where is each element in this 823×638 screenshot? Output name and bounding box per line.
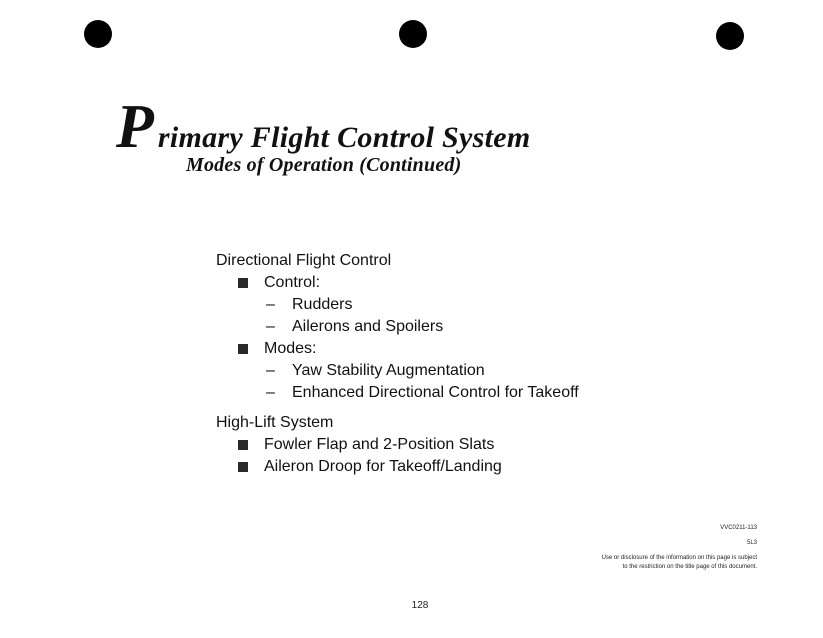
list-item [216, 338, 579, 360]
list-item [216, 382, 579, 404]
slide-subtitle: Modes of Operation (Continued) [186, 154, 462, 176]
dash-bullet-icon: – [266, 362, 275, 379]
section-heading-high-lift: High-Lift System [216, 414, 334, 431]
modes-label: Modes: [264, 340, 317, 357]
list-item [216, 434, 579, 456]
list-item-text: Yaw Stability Augmentation [292, 362, 485, 379]
square-bullet-icon [238, 344, 248, 354]
list-item-text: Ailerons and Spoilers [292, 318, 444, 335]
dash-bullet-icon: – [266, 318, 275, 335]
dash-bullet-icon: – [266, 384, 275, 401]
dash-bullet-icon: – [266, 296, 275, 313]
slide-title [116, 93, 531, 161]
list-item-text: Fowler Flap and 2-Position Slats [264, 436, 495, 453]
binder-hole-center [399, 20, 427, 48]
disclosure-line-2: to the restriction on the title page of this document. [622, 564, 757, 570]
title-text: rimary Flight Control System [157, 121, 531, 154]
square-bullet-icon [238, 462, 248, 472]
list-item [216, 272, 579, 294]
disclosure-line-1: Use or disclosure of the information on this page is subject [601, 555, 757, 561]
control-label: Control: [264, 274, 321, 291]
document-id: VVC0211-113 [720, 525, 757, 531]
list-item [216, 360, 579, 382]
list-item [216, 456, 579, 478]
list-item-text: Enhanced Directional Control for Takeoff [292, 384, 579, 401]
footer-note [602, 524, 757, 572]
binder-hole-right [716, 22, 744, 50]
bullet-outline [216, 250, 579, 478]
list-item-text: Rudders [292, 296, 353, 313]
square-bullet-icon [238, 440, 248, 450]
list-item-text: Aileron Droop for Takeoff/Landing [264, 458, 502, 475]
title-drop-cap: P [116, 93, 154, 161]
list-item [216, 294, 579, 316]
binder-hole-left [84, 20, 112, 48]
square-bullet-icon [238, 278, 248, 288]
section-code: 5L3 [746, 540, 757, 546]
section-heading-directional: Directional Flight Control [216, 252, 392, 269]
page-number: 128 [411, 600, 429, 611]
list-item [216, 316, 579, 338]
